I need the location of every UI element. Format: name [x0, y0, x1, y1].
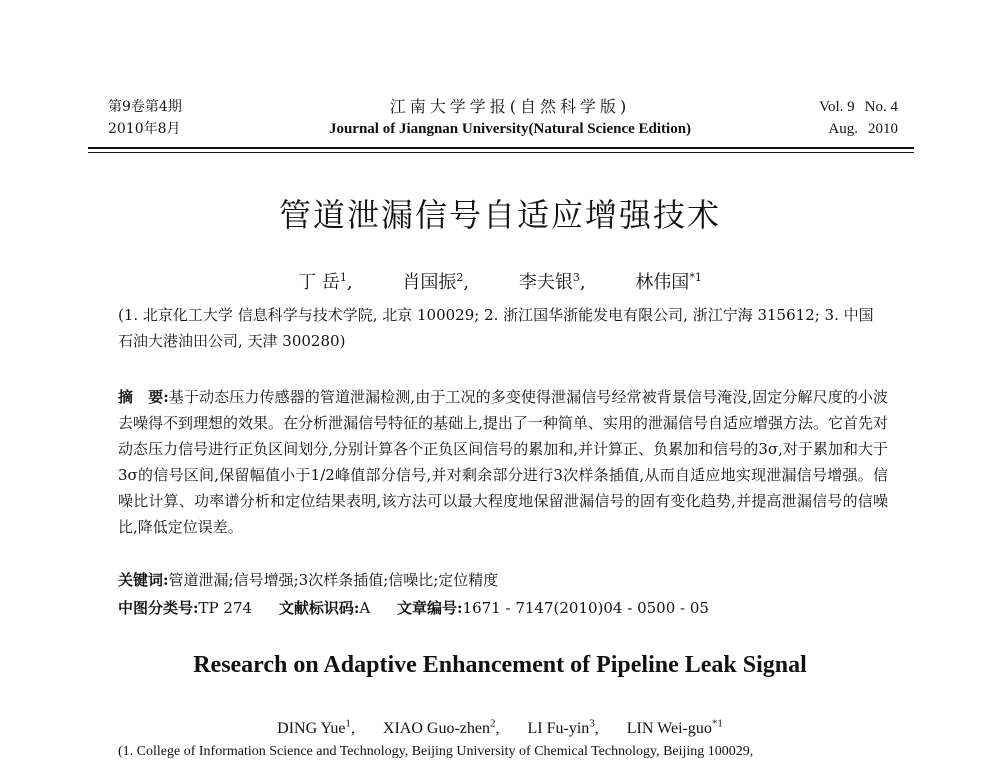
affiliation-cn: (1. 北京化工大学 信息科学与技术学院, 北京 100029; 2. 浙江国华浙能发电有限公司, 浙江宁海 315612; 3. 中国石油大港油田公司, 天津 300280)	[118, 306, 874, 350]
author-cn: 李夫银$^3$,	[518, 271, 586, 293]
doc-code-label: 文献标识码:	[278, 599, 360, 617]
author-en: XIAO Guo-zhen$^2$,	[382, 718, 500, 738]
authors-cn	[0, 268, 1000, 294]
affiliation-en: (1. College of Information Science and Technology, Beijing University of Chemical Technology, Beijing 100029,	[118, 744, 754, 759]
volume: Vol. 9	[819, 99, 855, 115]
header-rule-thick	[88, 147, 914, 149]
title-cn: 管道泄漏信号自适应增强技术	[278, 196, 721, 234]
author-en: LI Fu-yin$^3$,	[527, 718, 599, 738]
keywords-label: 关键词:	[118, 571, 169, 589]
author-en: LIN Wei-guo$^{*1}$	[626, 718, 723, 738]
author-cn: 肖国振$^2$,	[402, 271, 470, 293]
clc-label: 中图分类号:	[118, 599, 199, 617]
year: 2010	[868, 121, 898, 137]
volume-info	[819, 96, 898, 140]
abstract-text: 基于动态压力传感器的管道泄漏检测,由于工况的多变使得泄漏信号经常被背景信号淹没,固定分解尺度的小波去噪得不到理想的效果。在分析泄漏信号特征的基础上,提出了一种简单、实用的泄漏信号自适应增强方法。它首先对动态压力信号进行正负区间划分,分别计算各个正负区间信号的累加和,并计算正、负累加和信号的3σ,对于累加和大于3σ的信号区间,保留幅值小于1/2峰值部分信号,并对剩余部分进行3次样条插值,从而自适应地实现泄漏信号增强。信噪比计算、功率谱分析和定位结果表明,该方法可以最大程度地保留泄漏信号的固有变化趋势,并提高泄漏信号的信噪比,降低定位误差。	[118, 388, 888, 536]
number: No. 4	[864, 99, 898, 115]
abstract-label: 摘 要:	[118, 388, 169, 406]
journal-name-cn: 江南大学学报(自然科学版)	[389, 97, 631, 116]
date-cn: 2010年8月	[108, 121, 181, 137]
issue-cn: 第9卷第4期	[108, 99, 182, 115]
title-en: Research on Adaptive Enhancement of Pipeline Leak Signal	[193, 652, 807, 678]
classification-line	[118, 595, 888, 621]
authors-en	[0, 718, 1000, 738]
clc-value: TP 274	[198, 599, 253, 617]
abstract-cn	[118, 384, 888, 540]
author-cn: 丁 岳$^1$,	[298, 271, 353, 293]
article-number-value: 1671 - 7147(2010)04 - 0500 - 05	[462, 599, 709, 617]
journal-name-en: Journal of Jiangnan University(Natural Science Edition)	[328, 121, 692, 137]
doc-code-value: A	[359, 599, 371, 617]
article-number-label: 文章编号:	[397, 599, 463, 617]
header-rule-thin	[88, 152, 914, 153]
author-cn: 林伟国$^{*1}$	[635, 271, 702, 293]
keywords-text: 管道泄漏;信号增强;3次样条插值;信噪比;定位精度	[168, 571, 499, 589]
month: Aug.	[828, 121, 858, 137]
journal-header	[260, 96, 760, 140]
author-en: DING Yue$^1$,	[277, 718, 355, 738]
keywords-cn	[118, 567, 888, 593]
issue-info	[108, 96, 182, 140]
